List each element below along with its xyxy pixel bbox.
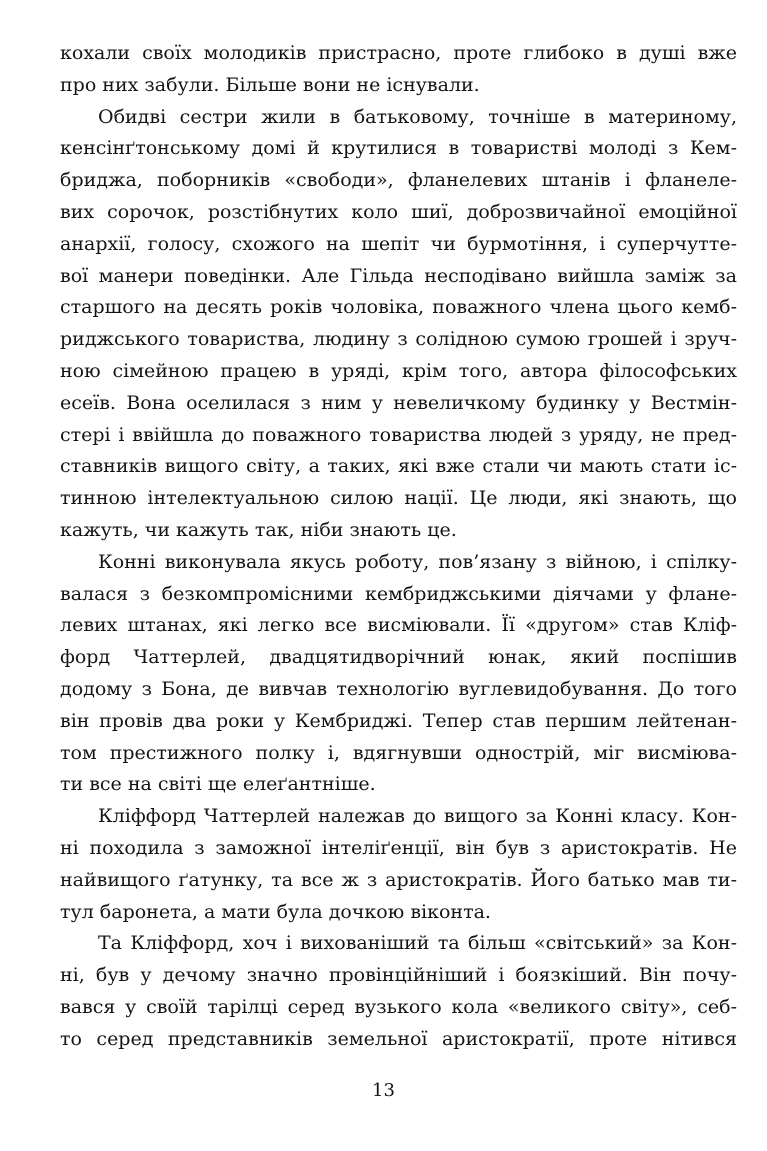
text-line: Обидві сестри жили в батьковому, точніше в материному,: [98, 105, 737, 128]
text-line: анархії, голосу, схожого на шепіт чи бурмотіння, і суперчутте-: [60, 232, 737, 255]
paragraph-4: [60, 801, 737, 928]
text-line: ні походила з заможної інтеліґенції, він був з аристократів. Не: [60, 836, 737, 859]
text-line: найвищого ґатунку, та все ж з аристократів. Його батько мав ти-: [60, 868, 737, 891]
text-line: том престижного полку і, вдягнувши однострій, міг висміюва-: [60, 741, 737, 764]
paragraph-2: [60, 102, 737, 547]
text-line: левих штанах, які легко все висміювали. Її «другом» став Кліф-: [60, 614, 737, 637]
text-line: кенсінґтонському домі й крутилися в товаристві молоді з Кем-: [60, 137, 737, 160]
text-line: вої манери поведінки. Але Гільда несподівано вийшла заміж за: [60, 264, 737, 287]
text-line: вих сорочок, розстібнутих коло шиї, доброзвичайної емоційної: [60, 200, 737, 223]
text-line: додому з Бона, де вивчав технологію вуглевидобування. До того: [60, 677, 737, 700]
text-line: риджського товариства, людину з солідною сумою грошей і зруч-: [60, 328, 737, 351]
text-line: кажуть, чи кажуть так, ніби знають це.: [60, 518, 457, 541]
text-line: бриджа, поборників «свободи», фланелевих штанів і фланеле-: [60, 169, 737, 192]
text-line: про них забули. Більше вони не існували.: [60, 73, 480, 96]
text-line: ною сімейною працею в уряді, крім того, автора філософських: [60, 359, 737, 382]
text-line: то серед представників земельної аристократії, проте нітився: [60, 1027, 737, 1050]
text-line: кохали своїх молодиків пристрасно, проте глибоко в душі вже: [60, 42, 737, 64]
text-line: тинною інтелектуальною силою нації. Це люди, які знають, що: [60, 487, 737, 510]
text-line: ні, був у дечому значно провінційніший і боязкіший. Він почу-: [60, 964, 737, 987]
paragraph-5: [60, 928, 737, 1055]
text-line: тул баронета, а мати була дочкою віконта.: [60, 900, 491, 923]
text-line: валася з безкомпромісними кембриджськими діячами у флане-: [60, 582, 737, 605]
text-line: старшого на десять років чоловіка, поважного члена цього кемб-: [60, 296, 737, 319]
text-line: Кліффорд Чаттерлей належав до вищого за Конні класу. Кон-: [98, 805, 737, 828]
text-line: стері і ввійшла до поважного товариства людей з уряду, не пред-: [60, 423, 737, 446]
text-line: Конні виконувала якусь роботу, пов’язану з війною, і спілку-: [98, 550, 737, 573]
text-line: форд Чаттерлей, двадцятидворічний юнак, який поспішив: [60, 646, 737, 669]
text-line: він провів два роки у Кембриджі. Тепер став першим лейтенан-: [60, 709, 737, 732]
text-line: ти все на світі ще елеґантніше.: [60, 773, 376, 796]
page-number: 13: [372, 1080, 395, 1101]
book-page-text: [60, 38, 737, 1056]
text-line: есеїв. Вона оселилася з ним у невеличкому будинку у Вестмін-: [60, 391, 737, 414]
paragraph-1: [60, 38, 737, 102]
text-line: Та Кліффорд, хоч і вихованіший та більш «світський» за Кон-: [98, 932, 737, 955]
text-line: ставників вищого світу, а таких, які вже стали чи мають стати іс-: [60, 455, 737, 478]
paragraph-3: [60, 547, 737, 801]
text-line: вався у своїй тарілці серед вузького кола «великого світу», себ-: [60, 995, 737, 1018]
